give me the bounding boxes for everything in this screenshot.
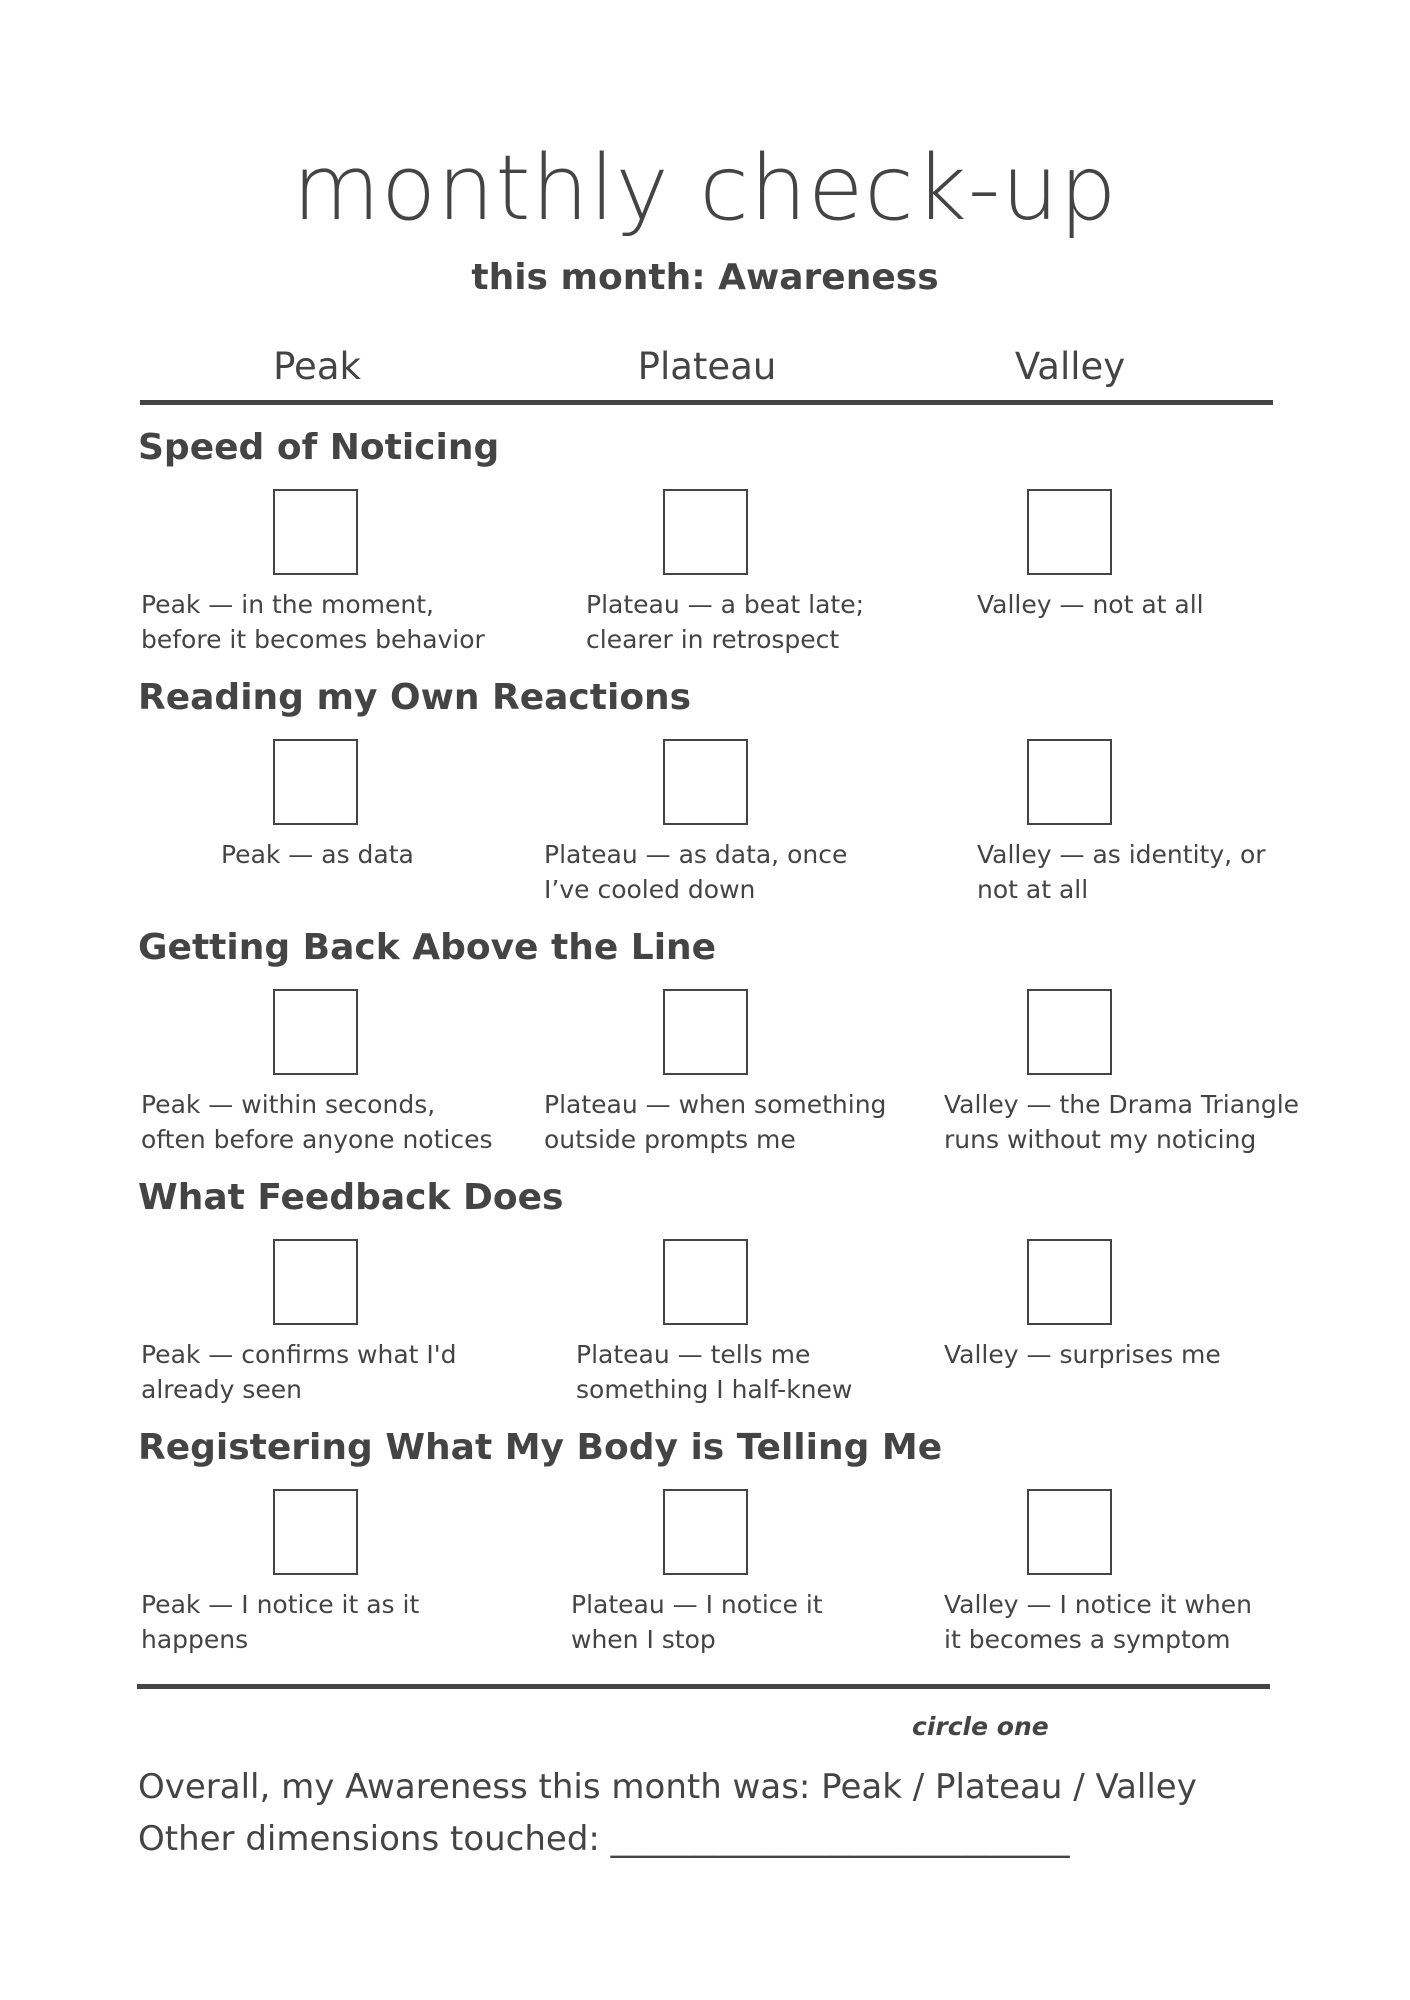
section-title-body: Registering What My Body is Telling Me xyxy=(138,1427,943,1468)
checkbox-feedback-valley[interactable] xyxy=(1027,1239,1112,1325)
checkbox-speed-plateau[interactable] xyxy=(663,489,748,575)
checkbox-feedback-peak[interactable] xyxy=(273,1239,358,1325)
checkbox-body-plateau[interactable] xyxy=(663,1489,748,1575)
checkbox-speed-valley[interactable] xyxy=(1027,489,1112,575)
option-label-getting-back-valley: Valley — the Drama Triangle runs without my noticing xyxy=(944,1090,1300,1154)
option-label-feedback-valley: Valley — surprises me xyxy=(944,1340,1221,1369)
option-label-reading-plateau: Plateau — as data, once I’ve cooled down xyxy=(544,840,848,904)
circle-one-note: circle one xyxy=(912,1712,1049,1741)
section-title-feedback: What Feedback Does xyxy=(138,1177,564,1218)
checkbox-reading-peak[interactable] xyxy=(273,739,358,825)
option-label-feedback-plateau: Plateau — tells me something I half-knew xyxy=(576,1340,853,1404)
option-label-feedback-peak: Peak — confirms what I'd already seen xyxy=(141,1340,457,1404)
checkbox-getting-back-peak[interactable] xyxy=(273,989,358,1075)
checkbox-reading-valley[interactable] xyxy=(1027,739,1112,825)
section-title-getting-back: Getting Back Above the Line xyxy=(138,927,717,968)
checkbox-getting-back-plateau[interactable] xyxy=(663,989,748,1075)
option-label-body-plateau: Plateau — I notice it when I stop xyxy=(571,1590,823,1654)
other-dimensions-line: Other dimensions touched: ___________________________ xyxy=(138,1819,1070,1859)
option-label-getting-back-plateau: Plateau — when something outside prompts me xyxy=(544,1090,887,1154)
column-header-plateau: Plateau xyxy=(637,345,777,388)
checkbox-getting-back-valley[interactable] xyxy=(1027,989,1112,1075)
option-label-speed-valley: Valley — not at all xyxy=(977,590,1204,619)
footer-divider xyxy=(137,1684,1270,1689)
header-divider xyxy=(140,400,1273,405)
column-header-valley: Valley xyxy=(1014,345,1126,388)
checkbox-feedback-plateau[interactable] xyxy=(663,1239,748,1325)
section-title-speed-of-noticing: Speed of Noticing xyxy=(138,427,500,468)
checkbox-body-valley[interactable] xyxy=(1027,1489,1112,1575)
checkbox-reading-plateau[interactable] xyxy=(663,739,748,825)
page-title: monthly check-up xyxy=(292,136,1118,241)
column-header-peak: Peak xyxy=(273,345,361,388)
option-label-body-peak: Peak — I notice it as it happens xyxy=(141,1590,420,1654)
option-label-speed-plateau: Plateau — a beat late; clearer in retrospect xyxy=(586,590,865,654)
option-label-reading-valley: Valley — as identity, or not at all xyxy=(977,840,1266,904)
option-label-speed-peak: Peak — in the moment, before it becomes behavior xyxy=(141,590,485,654)
option-label-getting-back-peak: Peak — within seconds, often before anyone notices xyxy=(141,1090,493,1154)
checkbox-body-peak[interactable] xyxy=(273,1489,358,1575)
section-title-reading-reactions: Reading my Own Reactions xyxy=(138,677,692,718)
page-subtitle: this month: Awareness xyxy=(471,257,939,298)
option-label-reading-peak: Peak — as data xyxy=(221,840,414,869)
overall-rating-line: Overall, my Awareness this month was: Peak / Plateau / Valley xyxy=(138,1767,1197,1807)
checkbox-speed-peak[interactable] xyxy=(273,489,358,575)
option-label-body-valley: Valley — I notice it when it becomes a symptom xyxy=(944,1590,1252,1654)
